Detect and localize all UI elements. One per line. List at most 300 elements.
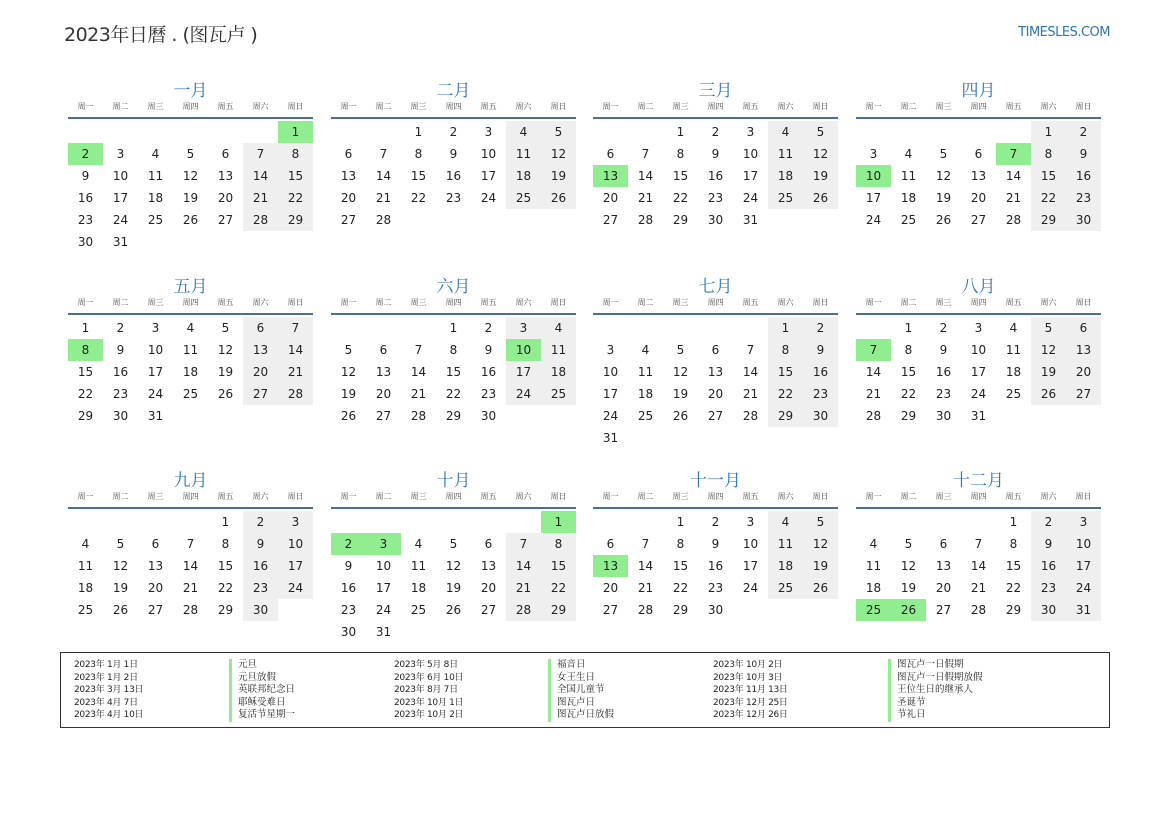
holiday-name: 英联邦纪念日 (229, 684, 295, 697)
day-cell: 14 (637, 559, 654, 573)
day-cell: 19 (803, 555, 838, 577)
day-cell: 20 (970, 191, 987, 205)
day-cell: 27 (707, 409, 724, 423)
day-cell: 5 (1031, 317, 1066, 339)
day-cell: 1 (904, 321, 913, 335)
day-cell: 21 (1005, 191, 1022, 205)
day-cell: 6 (711, 343, 720, 357)
weekday-label: 周二 (900, 492, 917, 501)
day-cell: 7 (243, 143, 278, 165)
day-cell: 8 (768, 339, 803, 361)
weekday-label: 周三 (147, 102, 164, 111)
day-cell: 3 (746, 125, 755, 139)
day-cell: 5 (186, 147, 195, 161)
day-cell: 12 (182, 169, 199, 183)
day-cell: 23 (480, 387, 497, 401)
day-cell: 9 (484, 343, 493, 357)
day-cell: 9 (1066, 143, 1101, 165)
weekday-label: 周一 (77, 298, 94, 307)
weekday-label: 周二 (637, 298, 654, 307)
day-cell: 15 (541, 555, 576, 577)
day-cell: 12 (445, 559, 462, 573)
day-cell: 28 (637, 603, 654, 617)
weekday-label: 周六 (515, 492, 532, 501)
day-cell: 27 (217, 213, 234, 227)
day-cell: 4 (768, 511, 803, 533)
weekday-label: 周六 (252, 298, 269, 307)
site-link[interactable]: TIMESLES.COM (1018, 25, 1110, 40)
day-cell: 14 (1005, 169, 1022, 183)
day-cell: 18 (77, 581, 94, 595)
weekday-label: 周日 (550, 492, 567, 501)
day-cell: 17 (602, 387, 619, 401)
day-cell: 12 (803, 533, 838, 555)
weekday-label: 周三 (410, 102, 427, 111)
day-cell: 11 (637, 365, 654, 379)
day-cell: 4 (641, 343, 650, 357)
day-cell: 16 (707, 559, 724, 573)
day-cell: 11 (410, 559, 427, 573)
day-cell: 7 (974, 537, 983, 551)
holiday-date: 2023年 1月 2日 (74, 672, 138, 683)
day-cell: 3 (1066, 511, 1101, 533)
holiday-date: 2023年 3月 13日 (74, 685, 144, 696)
day-cell: 19 (217, 365, 234, 379)
day-cell: 28 (278, 383, 313, 405)
holiday-day-cell: 3 (366, 533, 401, 555)
day-cell: 30 (480, 409, 497, 423)
weekday-label: 周四 (182, 102, 199, 111)
day-cell: 26 (803, 187, 838, 209)
day-cell: 6 (606, 537, 615, 551)
weekday-label: 周四 (445, 492, 462, 501)
day-cell: 25 (506, 187, 541, 209)
day-cell: 24 (1066, 577, 1101, 599)
day-cell: 25 (900, 213, 917, 227)
day-cell: 20 (602, 191, 619, 205)
day-cell: 6 (243, 317, 278, 339)
holiday-day-cell: 7 (996, 143, 1031, 165)
day-cell: 10 (602, 365, 619, 379)
day-cell: 22 (445, 387, 462, 401)
day-cell: 15 (1031, 165, 1066, 187)
day-cell: 7 (414, 343, 423, 357)
day-cell: 6 (939, 537, 948, 551)
day-cell: 7 (641, 537, 650, 551)
day-cell: 10 (112, 169, 129, 183)
day-cell: 23 (112, 387, 129, 401)
holiday-name: 全国儿童节 (548, 684, 614, 697)
day-cell: 16 (112, 365, 129, 379)
weekday-label: 周日 (287, 492, 304, 501)
day-cell: 5 (676, 343, 685, 357)
day-cell: 25 (541, 383, 576, 405)
day-cell: 4 (768, 121, 803, 143)
day-cell: 24 (278, 577, 313, 599)
weekday-label: 周日 (550, 102, 567, 111)
day-cell: 29 (278, 209, 313, 231)
weekday-label: 周三 (672, 298, 689, 307)
day-cell: 26 (935, 213, 952, 227)
day-cell: 13 (480, 559, 497, 573)
day-cell: 5 (344, 343, 353, 357)
day-cell: 15 (217, 559, 234, 573)
weekday-header (331, 100, 576, 119)
day-cell: 17 (480, 169, 497, 183)
weekday-label: 周一 (340, 492, 357, 501)
weekday-label: 周五 (1005, 102, 1022, 111)
weekday-label: 周一 (865, 298, 882, 307)
day-cell: 19 (445, 581, 462, 595)
day-cell: 16 (935, 365, 952, 379)
day-cell: 14 (970, 559, 987, 573)
day-cell: 30 (112, 409, 129, 423)
weekday-label: 周日 (287, 102, 304, 111)
weekday-header (856, 100, 1101, 119)
weekday-label: 周三 (147, 492, 164, 501)
day-cell: 11 (77, 559, 94, 573)
day-cell: 15 (77, 365, 94, 379)
day-cell: 27 (480, 603, 497, 617)
day-cell: 1 (1031, 121, 1066, 143)
weekday-label: 周一 (340, 102, 357, 111)
day-cell: 21 (637, 191, 654, 205)
day-cell: 22 (672, 191, 689, 205)
day-cell: 3 (116, 147, 125, 161)
day-cell: 21 (506, 577, 541, 599)
weekday-header (68, 490, 313, 509)
day-cell: 24 (375, 603, 392, 617)
day-cell: 2 (711, 125, 720, 139)
holiday-date: 2023年 6月 10日 (394, 672, 464, 683)
day-cell: 12 (340, 365, 357, 379)
weekday-label: 周日 (812, 102, 829, 111)
day-cell: 17 (865, 191, 882, 205)
weekday-label: 周日 (287, 298, 304, 307)
day-cell: 23 (340, 603, 357, 617)
day-cell: 16 (445, 169, 462, 183)
day-cell: 27 (1066, 383, 1101, 405)
month-title: 七月 (698, 277, 733, 297)
day-cell: 19 (672, 387, 689, 401)
weekday-label: 周四 (707, 102, 724, 111)
day-cell: 31 (742, 213, 759, 227)
day-cell: 11 (865, 559, 882, 573)
holiday-day-cell: 2 (331, 533, 366, 555)
day-cell: 2 (711, 515, 720, 529)
day-cell: 7 (506, 533, 541, 555)
day-cell: 6 (151, 537, 160, 551)
day-cell: 9 (449, 147, 458, 161)
holiday-date-column (74, 659, 143, 722)
day-cell: 5 (803, 511, 838, 533)
holiday-name-column (548, 659, 614, 722)
weekday-label: 周一 (77, 492, 94, 501)
day-cell: 8 (1009, 537, 1018, 551)
day-cell: 10 (742, 537, 759, 551)
holiday-name: 女王生日 (548, 672, 614, 685)
day-cell: 1 (1009, 515, 1018, 529)
day-cell: 30 (243, 599, 278, 621)
holiday-date: 2023年 10月 1日 (394, 697, 464, 708)
day-cell: 19 (340, 387, 357, 401)
day-cell: 11 (182, 343, 199, 357)
holiday-name-column (888, 659, 983, 722)
day-cell: 26 (1031, 383, 1066, 405)
day-cell: 4 (81, 537, 90, 551)
day-cell: 7 (186, 537, 195, 551)
day-cell: 14 (637, 169, 654, 183)
day-cell: 9 (1031, 533, 1066, 555)
holiday-name: 耶稣受难日 (229, 697, 295, 710)
day-cell: 8 (904, 343, 913, 357)
month-title: 十月 (436, 471, 471, 491)
day-cell: 26 (340, 409, 357, 423)
day-cell: 5 (904, 537, 913, 551)
day-cell: 2 (243, 511, 278, 533)
weekday-label: 周五 (217, 102, 234, 111)
day-cell: 8 (676, 147, 685, 161)
day-cell: 12 (900, 559, 917, 573)
day-cell: 30 (1031, 599, 1066, 621)
day-cell: 22 (768, 383, 803, 405)
day-cell: 22 (77, 387, 94, 401)
day-cell: 24 (147, 387, 164, 401)
day-cell: 22 (278, 187, 313, 209)
day-cell: 15 (768, 361, 803, 383)
day-cell: 23 (243, 577, 278, 599)
day-cell: 13 (375, 365, 392, 379)
weekday-label: 周二 (900, 298, 917, 307)
day-cell: 28 (1005, 213, 1022, 227)
day-cell: 27 (147, 603, 164, 617)
day-cell: 3 (606, 343, 615, 357)
day-cell: 21 (970, 581, 987, 595)
day-cell: 12 (1031, 339, 1066, 361)
day-cell: 2 (1031, 511, 1066, 533)
day-cell: 13 (1066, 339, 1101, 361)
day-cell: 20 (217, 191, 234, 205)
day-cell: 24 (742, 191, 759, 205)
day-cell: 18 (147, 191, 164, 205)
day-cell: 3 (278, 511, 313, 533)
day-cell: 16 (340, 581, 357, 595)
weekday-label: 周一 (340, 298, 357, 307)
day-cell: 10 (1066, 533, 1101, 555)
holiday-date-column (713, 659, 788, 722)
holiday-day-cell: 26 (891, 599, 926, 621)
day-cell: 2 (484, 321, 493, 335)
day-cell: 11 (768, 143, 803, 165)
day-cell: 9 (243, 533, 278, 555)
day-cell: 27 (602, 213, 619, 227)
day-cell: 18 (865, 581, 882, 595)
day-cell: 10 (970, 343, 987, 357)
day-cell: 4 (506, 121, 541, 143)
weekday-header (856, 296, 1101, 315)
day-cell: 14 (243, 165, 278, 187)
day-cell: 24 (112, 213, 129, 227)
day-cell: 23 (1031, 577, 1066, 599)
day-cell: 19 (803, 165, 838, 187)
day-cell: 30 (77, 235, 94, 249)
holiday-name-column (229, 659, 295, 722)
day-cell: 13 (217, 169, 234, 183)
weekday-label: 周四 (970, 102, 987, 111)
day-cell: 19 (112, 581, 129, 595)
weekday-label: 周日 (1075, 298, 1092, 307)
holiday-day-cell: 10 (506, 339, 541, 361)
day-cell: 9 (344, 559, 353, 573)
day-cell: 16 (1066, 165, 1101, 187)
day-cell: 29 (900, 409, 917, 423)
weekday-label: 周四 (970, 298, 987, 307)
day-cell: 15 (410, 169, 427, 183)
day-cell: 26 (445, 603, 462, 617)
day-cell: 2 (449, 125, 458, 139)
day-cell: 15 (1005, 559, 1022, 573)
day-cell: 30 (707, 213, 724, 227)
day-cell: 14 (742, 365, 759, 379)
day-cell: 28 (375, 213, 392, 227)
holiday-day-cell: 8 (68, 339, 103, 361)
day-cell: 29 (217, 603, 234, 617)
day-cell: 8 (449, 343, 458, 357)
day-cell: 11 (1005, 343, 1022, 357)
day-cell: 4 (541, 317, 576, 339)
holiday-name: 福音日 (548, 659, 614, 672)
day-cell: 16 (480, 365, 497, 379)
day-cell: 28 (970, 603, 987, 617)
day-cell: 12 (541, 143, 576, 165)
day-cell: 23 (707, 581, 724, 595)
day-cell: 22 (410, 191, 427, 205)
day-cell: 20 (147, 581, 164, 595)
holiday-day-cell: 7 (856, 339, 891, 361)
day-cell: 13 (935, 559, 952, 573)
day-cell: 3 (974, 321, 983, 335)
day-cell: 11 (541, 339, 576, 361)
weekday-label: 周日 (550, 298, 567, 307)
day-cell: 18 (1005, 365, 1022, 379)
day-cell: 27 (375, 409, 392, 423)
weekday-label: 周六 (252, 492, 269, 501)
day-cell: 27 (602, 603, 619, 617)
holiday-date: 2023年 11月 13日 (713, 685, 788, 696)
day-cell: 11 (768, 533, 803, 555)
day-cell: 17 (147, 365, 164, 379)
weekday-label: 周二 (900, 102, 917, 111)
month-title: 一月 (173, 81, 208, 101)
holiday-name: 元旦 (229, 659, 295, 672)
weekday-header (68, 100, 313, 119)
day-cell: 30 (707, 603, 724, 617)
day-cell: 20 (707, 387, 724, 401)
weekday-label: 周一 (865, 492, 882, 501)
day-cell: 12 (672, 365, 689, 379)
day-cell: 6 (484, 537, 493, 551)
weekday-label: 周四 (707, 492, 724, 501)
day-cell: 26 (182, 213, 199, 227)
day-cell: 14 (278, 339, 313, 361)
day-cell: 26 (541, 187, 576, 209)
weekday-label: 周五 (480, 492, 497, 501)
day-cell: 4 (151, 147, 160, 161)
day-cell: 23 (803, 383, 838, 405)
day-cell: 6 (344, 147, 353, 161)
day-cell: 13 (147, 559, 164, 573)
weekday-label: 周五 (217, 492, 234, 501)
day-cell: 29 (768, 405, 803, 427)
day-cell: 26 (112, 603, 129, 617)
weekday-label: 周二 (637, 492, 654, 501)
day-cell: 4 (869, 537, 878, 551)
day-cell: 28 (637, 213, 654, 227)
day-cell: 24 (506, 383, 541, 405)
day-cell: 20 (602, 581, 619, 595)
day-cell: 27 (935, 603, 952, 617)
day-cell: 18 (768, 165, 803, 187)
day-cell: 18 (541, 361, 576, 383)
weekday-label: 周三 (410, 492, 427, 501)
day-cell: 23 (935, 387, 952, 401)
day-cell: 25 (182, 387, 199, 401)
weekday-label: 周六 (1040, 102, 1057, 111)
weekday-header (856, 490, 1101, 509)
day-cell: 25 (410, 603, 427, 617)
day-cell: 31 (375, 625, 392, 639)
weekday-header (331, 296, 576, 315)
weekday-label: 周三 (147, 298, 164, 307)
day-cell: 1 (221, 515, 230, 529)
day-cell: 20 (935, 581, 952, 595)
day-cell: 13 (970, 169, 987, 183)
weekday-header (331, 490, 576, 509)
weekday-label: 周四 (182, 298, 199, 307)
day-cell: 31 (970, 409, 987, 423)
holiday-date: 2023年 4月 7日 (74, 697, 138, 708)
weekday-label: 周二 (112, 492, 129, 501)
day-cell: 16 (77, 191, 94, 205)
day-cell: 10 (480, 147, 497, 161)
weekday-label: 周日 (812, 492, 829, 501)
holiday-name: 王位生日的继承人 (888, 684, 983, 697)
day-cell: 11 (900, 169, 917, 183)
weekday-label: 周六 (777, 298, 794, 307)
day-cell: 21 (742, 387, 759, 401)
holiday-name: 元旦放假 (229, 672, 295, 685)
day-cell: 12 (112, 559, 129, 573)
day-cell: 3 (746, 515, 755, 529)
month-title: 十二月 (953, 471, 1004, 491)
weekday-label: 周一 (602, 298, 619, 307)
weekday-header (593, 296, 838, 315)
day-cell: 31 (602, 431, 619, 445)
day-cell: 16 (243, 555, 278, 577)
day-cell: 19 (182, 191, 199, 205)
day-cell: 16 (803, 361, 838, 383)
day-cell: 30 (935, 409, 952, 423)
holiday-date: 2023年 10月 2日 (394, 710, 464, 721)
day-cell: 21 (243, 187, 278, 209)
day-cell: 24 (480, 191, 497, 205)
day-cell: 14 (506, 555, 541, 577)
day-cell: 29 (541, 599, 576, 621)
day-cell: 8 (414, 147, 423, 161)
holiday-date: 2023年 8月 7日 (394, 685, 458, 696)
day-cell: 16 (707, 169, 724, 183)
day-cell: 6 (379, 343, 388, 357)
